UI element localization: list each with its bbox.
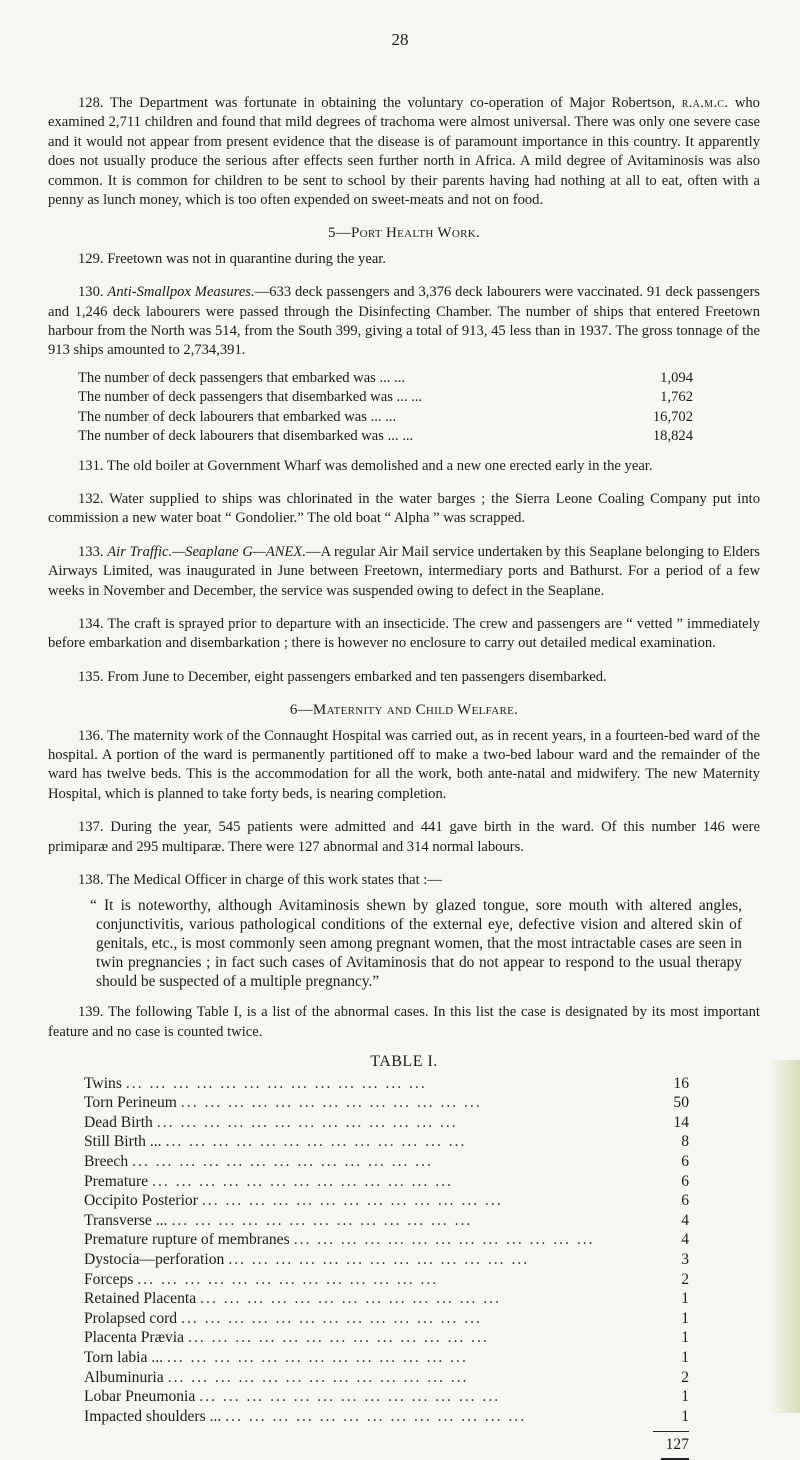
row-label: Transverse ... (84, 1211, 168, 1229)
row-value: 1 (681, 1329, 689, 1347)
row-value: 2 (681, 1368, 689, 1386)
paragraph-subheading: Anti-Smallpox Measures. (107, 284, 255, 301)
stat-row (78, 388, 693, 407)
dot-leader: ... ... ... ... ... ... ... ... ... ... ... ... ... (188, 1329, 489, 1347)
paragraph-133 (48, 543, 760, 601)
table-row (84, 1270, 689, 1290)
paragraph-128 (48, 94, 760, 210)
row-value: 1 (681, 1407, 689, 1425)
paragraph-text: —633 deck passengers and 3,376 deck labourers were vaccinated. 91 deck passengers and 1,246 deck labourers were passed through the Disinfecting Chamber. The number of ships that entered Freetown harbour from the North was 514, from the South 399, giving a total of 913, 45 less than in 1937. The gross tonnage of the 913 ships amounted to 2,734,391. (48, 284, 760, 359)
row-value: 1 (681, 1348, 689, 1366)
paragraph-number: 133. (78, 543, 104, 560)
row-label: Still Birth ... (84, 1133, 162, 1151)
paragraph-129: 129. Freetown was not in quarantine during the year. (78, 250, 387, 267)
abbreviation-ramc: r.a.m.c. (681, 95, 729, 111)
row-value: 4 (681, 1231, 689, 1249)
row-value: 2 (681, 1270, 689, 1288)
table-row (84, 1132, 689, 1152)
row-value: 1 (681, 1309, 689, 1327)
dot-leader: ... ... ... ... ... ... ... ... ... ... ... ... ... (293, 1231, 595, 1249)
table-row (84, 1250, 689, 1270)
row-value: 6 (681, 1153, 689, 1170)
table-row (84, 1289, 689, 1309)
table-row (84, 1407, 689, 1427)
dot-leader: ... ... ... ... ... ... ... ... ... ... ... ... ... (181, 1309, 482, 1327)
row-label: Torn labia ... (84, 1348, 164, 1366)
row-label: Dead Birth (84, 1113, 153, 1131)
passenger-stats-list (78, 369, 693, 447)
dot-leader: ... ... ... ... ... ... ... ... ... ... ... ... ... (137, 1270, 439, 1288)
table-row (84, 1368, 689, 1388)
paragraph-text: —A regular Air Mail service undertaken by this Seaplane belonging to Elders Airways Limited, was inaugurated in June between Freetown, intermediary ports and Bathurst. For a period of a few weeks in November and December, the service was suspended owing to defect in the Seaplane. (48, 543, 760, 599)
paragraph-text: The Department was fortunate in obtaining the voluntary co-operation of Major Robertson, (109, 95, 676, 111)
stat-label: The number of deck labourers that embarked was ... ... (78, 408, 397, 425)
dot-leader: ... ... ... ... ... ... ... ... ... ... ... ... ... (156, 1113, 458, 1131)
page-content (48, 94, 760, 1460)
paragraph-137: 137. During the year, 545 patients were admitted and 441 gave birth in the ward. Of this number 146 were primiparæ and 295 multiparæ. There were 127 abnormal and 314 normal labours. (48, 819, 760, 855)
row-value: 6 (681, 1192, 689, 1210)
dot-leader: ... ... ... ... ... ... ... ... ... ... ... ... ... (165, 1133, 467, 1151)
section-heading-port-health: 5—Port Health Work. (327, 225, 481, 242)
row-value: 1 (681, 1290, 689, 1308)
dot-leader: ... ... ... ... ... ... ... ... ... ... ... ... ... (228, 1250, 530, 1268)
table-row (84, 1211, 689, 1231)
stat-value: 1,762 (660, 389, 693, 406)
row-label: Albuminuria (84, 1368, 164, 1386)
row-value: 14 (673, 1113, 689, 1131)
stat-value: 18,824 (652, 428, 693, 445)
table-row (84, 1230, 689, 1250)
table-row (84, 1328, 689, 1348)
medical-officer-quote: “ It is noteworthy, although Avitaminosis shewn by glazed tongue, sore mouth with altered angles, conjunctivitis, various pathological conditions of the external eye, defective vision and altered skin of genitals, etc., is most commonly seen among pregnant women, that the most intractable cases are seen in twin pregnancies ; in fact such cases of Avitaminosis that do not appear to respond to the usual therapy should be suspected of a multiple pregnancy.” (90, 897, 742, 991)
row-label: Torn Perineum (84, 1094, 177, 1112)
row-value: 50 (673, 1094, 689, 1112)
row-value: 16 (673, 1074, 689, 1092)
abnormal-cases-table (84, 1074, 689, 1460)
dot-leader: ... ... ... ... ... ... ... ... ... ... ... ... ... (201, 1192, 503, 1210)
dot-leader: ... ... ... ... ... ... ... ... ... ... ... ... ... (152, 1172, 453, 1190)
row-label: Placenta Prævia (84, 1329, 185, 1347)
dot-leader: ... ... ... ... ... ... ... ... ... ... ... ... ... (225, 1407, 527, 1425)
row-label: Lobar Pneumonia (84, 1388, 196, 1406)
paragraph-138: 138. The Medical Officer in charge of this work states that :— (78, 872, 442, 888)
row-value: 3 (681, 1250, 689, 1268)
paragraph-139: 139. The following Table I, is a list of the abnormal cases. In this list the case is designated by its most important feature and no case is counted twice. (48, 1004, 760, 1040)
section-heading-maternity: 6—Maternity and Child Welfare. (289, 702, 519, 719)
row-label: Twins (84, 1074, 122, 1092)
paragraph-131: 131. The old boiler at Government Wharf was demolished and a new one erected early in the year. (78, 457, 653, 474)
row-label: Impacted shoulders ... (84, 1407, 222, 1425)
table-row (84, 1152, 689, 1172)
dot-leader: ... ... ... ... ... ... ... ... ... ... ... ... ... (199, 1388, 501, 1406)
stat-label: The number of deck passengers that embarked was ... ... (78, 369, 406, 386)
table-row (84, 1387, 689, 1407)
paragraph-132: 132. Water supplied to ships was chlorinated in the water barges ; the Sierra Leone Coaling Company put into commission a new water boat “ Gondolier.” The old boat “ Alpha ” was scrapped. (48, 490, 760, 527)
row-label: Premature (84, 1172, 149, 1190)
row-label: Premature rupture of membranes (84, 1231, 290, 1249)
table-row (84, 1309, 689, 1329)
row-label: Prolapsed cord (84, 1309, 178, 1327)
row-value: 6 (681, 1172, 689, 1190)
table-row (84, 1172, 689, 1192)
paragraph-130 (48, 283, 760, 361)
table-row (84, 1093, 689, 1113)
row-label: Dystocia—perforation (84, 1250, 225, 1268)
row-value: 4 (681, 1211, 689, 1229)
table-row (84, 1348, 689, 1368)
row-label: Occipito Posterior (84, 1192, 198, 1210)
paragraph-subheading: Air Traffic.—Seaplane G—ANEX. (107, 543, 306, 560)
dot-leader: ... ... ... ... ... ... ... ... ... ... ... ... ... (171, 1211, 473, 1229)
total-rule (653, 1431, 689, 1432)
paragraph-134: 134. The craft is sprayed prior to departure with an insecticide. The crew and passengers are “ vetted ” immediately before embarkation and disembarkation ; there is however no enclosure to carry out detailed medical examination. (48, 615, 760, 652)
stat-label: The number of deck labourers that disembarked was ... ... (78, 428, 414, 445)
page-number: 28 (391, 30, 409, 49)
table-total: 127 (665, 1436, 689, 1454)
paragraph-text: who examined 2,711 children and found that mild degrees of trachoma were almost universal. There was only one severe case and it would not appear from present evidence that the disease is of paramount importance in this country. It apparently does not usually produce the serious after effects seen further north in Africa. A mild degree of Avitaminosis was also common. It is common for children to be sent to school by their parents having had nothing at all to eat, often with a penny as lunch money, which is too often expended on sweet-meats and not on food. (48, 95, 760, 209)
stat-row (78, 369, 693, 388)
paragraph-135: 135. From June to December, eight passengers embarked and ten passengers disembarked. (78, 668, 607, 685)
stat-value: 1,094 (660, 369, 693, 386)
stat-row (78, 408, 693, 427)
dot-leader: ... ... ... ... ... ... ... ... ... ... ... ... ... (180, 1094, 482, 1112)
row-label: Forceps (84, 1270, 134, 1288)
row-label: Breech (84, 1153, 129, 1170)
dot-leader: ... ... ... ... ... ... ... ... ... ... ... ... ... (132, 1153, 433, 1170)
stat-label: The number of deck passengers that disembarked was ... ... (78, 389, 423, 406)
table-row (84, 1113, 689, 1133)
dot-leader: ... ... ... ... ... ... ... ... ... ... ... ... ... (167, 1348, 468, 1366)
row-value: 1 (681, 1388, 689, 1406)
table-title: TABLE I. (370, 1053, 438, 1071)
dot-leader: ... ... ... ... ... ... ... ... ... ... ... ... ... (125, 1074, 427, 1092)
paragraph-number: 130. (78, 284, 104, 301)
dot-leader: ... ... ... ... ... ... ... ... ... ... ... ... ... (167, 1368, 469, 1386)
table-row (84, 1074, 689, 1094)
page-edge-stain (770, 1060, 800, 1413)
row-value: 8 (681, 1133, 689, 1151)
paragraph-136: 136. The maternity work of the Connaught Hospital was carried out, as in recent years, in a fourteen-bed ward of the hospital. A portion of the ward is permanently partitioned off to make a two-bed labour ward and the remainder of the ward has twelve beds. This is the accommodation for all the work, both ante-natal and midwifery. The new Maternity Hospital, which is planned to take forty beds, is nearing completion. (48, 727, 760, 802)
row-label: Retained Placenta (84, 1290, 197, 1308)
stat-value: 16,702 (652, 408, 693, 425)
stat-row (78, 427, 693, 446)
dot-leader: ... ... ... ... ... ... ... ... ... ... ... ... ... (200, 1290, 501, 1308)
paragraph-number: 128. (78, 95, 104, 111)
table-row (84, 1191, 689, 1211)
